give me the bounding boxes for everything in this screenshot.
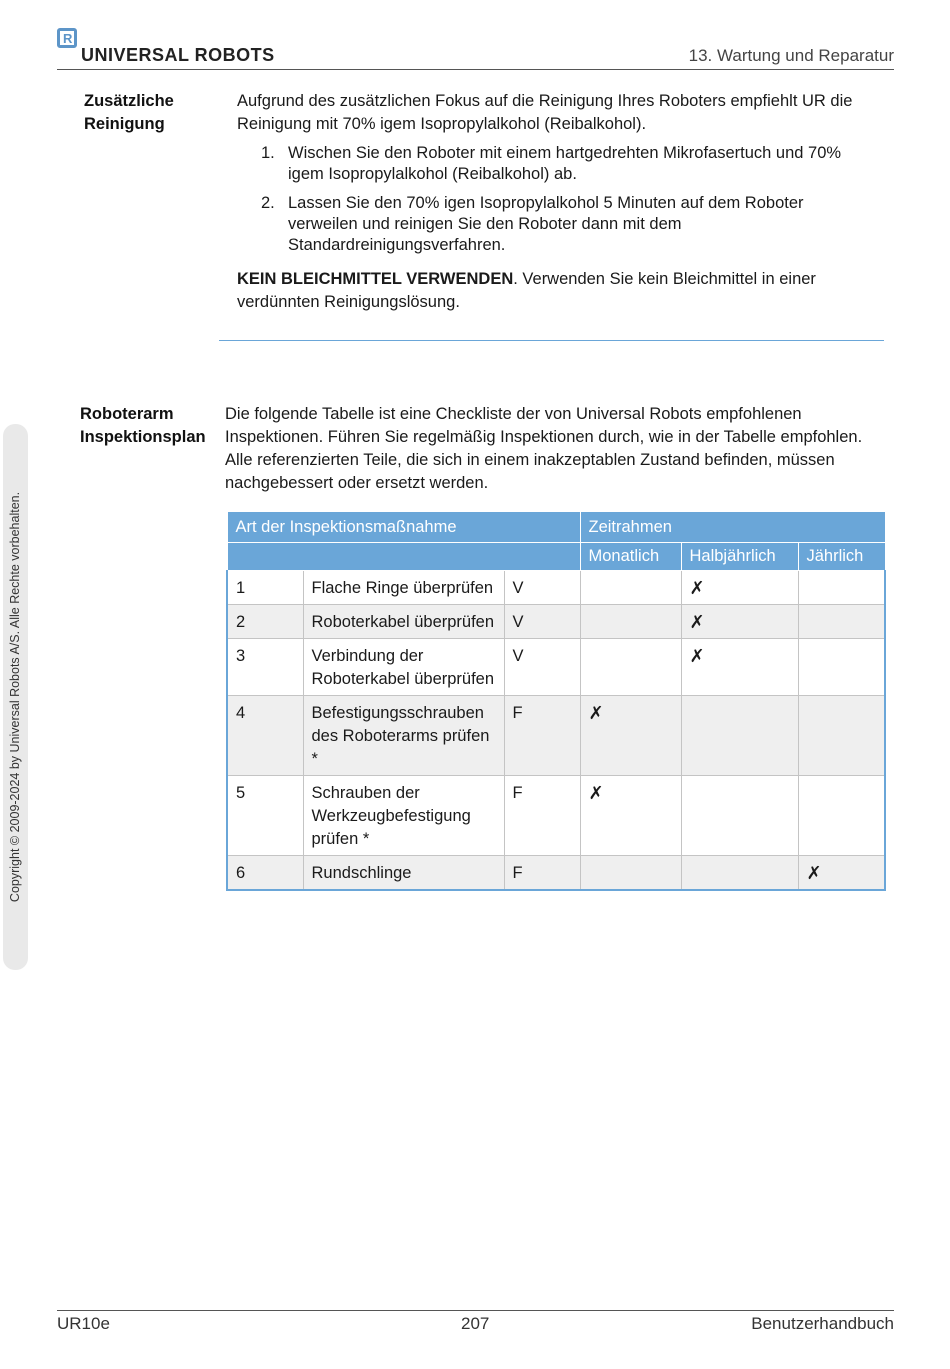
row-monthly: ✗	[580, 696, 681, 776]
row-half-yearly	[681, 776, 798, 856]
copyright-text: Copyright © 2009-2024 by Universal Robots A/S. Alle Rechte vorbehalten.	[8, 491, 22, 903]
header-half-yearly: Halbjährlich	[681, 543, 798, 571]
logo	[57, 28, 275, 68]
inspection-table	[226, 511, 886, 891]
row-half-yearly	[681, 856, 798, 891]
row-yearly	[798, 571, 885, 605]
section-label-line: Reinigung	[84, 115, 165, 133]
row-action: Schrauben der Werkzeugbefestigung prüfen *	[303, 776, 504, 856]
row-action: Roboterkabel überprüfen	[303, 605, 504, 639]
step-text: Wischen Sie den Roboter mit einem hartgedrehten Mikrofasertuch und 70% igem Isopropylalkohol (Reibalkohol) ab.	[288, 144, 842, 183]
header-timeframe: Zeitrahmen	[580, 512, 885, 543]
table-row	[227, 571, 885, 605]
row-number: 4	[227, 696, 303, 776]
logo-mark-icon: R	[57, 28, 77, 48]
logo-text: UNIVERSAL ROBOTS	[81, 45, 275, 65]
row-monthly	[580, 605, 681, 639]
row-type: V	[504, 605, 580, 639]
cleaning-steps-list	[237, 143, 877, 264]
row-action: Befestigungsschrauben des Roboterarms prüfen *	[303, 696, 504, 776]
list-item	[237, 143, 877, 185]
step-number: 2.	[261, 194, 275, 212]
row-number: 5	[227, 776, 303, 856]
table-row	[227, 696, 885, 776]
row-monthly	[580, 571, 681, 605]
row-yearly	[798, 776, 885, 856]
footer-product: UR10e	[57, 1314, 110, 1333]
section-label-inspection	[80, 403, 220, 449]
section-label-line: Zusätzliche	[84, 92, 174, 110]
list-item	[237, 193, 877, 256]
footer-manual-title: Benutzerhandbuch	[751, 1314, 894, 1333]
row-number: 1	[227, 571, 303, 605]
row-yearly	[798, 605, 885, 639]
warning-emphasis: KEIN BLEICHMITTEL VERWENDEN	[237, 270, 514, 288]
warning-text: . Verwenden Sie kein Bleichmittel in einer verdünnten Reinigungslösung.	[237, 270, 816, 311]
header-divider	[57, 69, 894, 70]
row-yearly	[798, 639, 885, 696]
table-row	[227, 776, 885, 856]
table-row	[227, 605, 885, 639]
row-type: V	[504, 571, 580, 605]
chapter-title: 13. Wartung und Reparatur	[688, 46, 894, 65]
section-label-line: Roboterarm	[80, 405, 174, 423]
row-half-yearly: ✗	[681, 571, 798, 605]
row-yearly	[798, 696, 885, 776]
row-half-yearly	[681, 696, 798, 776]
row-half-yearly: ✗	[681, 639, 798, 696]
row-type: V	[504, 639, 580, 696]
row-yearly: ✗	[798, 856, 885, 891]
table-row	[227, 639, 885, 696]
bleach-warning	[237, 268, 877, 314]
footer-divider	[57, 1310, 894, 1311]
header-blank	[227, 543, 580, 571]
row-monthly: ✗	[580, 776, 681, 856]
section-label-line: Inspektionsplan	[80, 428, 206, 446]
row-type: F	[504, 776, 580, 856]
row-action: Flache Ringe überprüfen	[303, 571, 504, 605]
header-yearly: Jährlich	[798, 543, 885, 571]
row-type: F	[504, 696, 580, 776]
row-number: 6	[227, 856, 303, 891]
step-number: 1.	[261, 144, 275, 162]
section-label-cleaning	[84, 90, 214, 136]
row-number: 2	[227, 605, 303, 639]
step-text: Lassen Sie den 70% igen Isopropylalkohol 5 Minuten auf dem Roboter verweilen und reinigen Sie den Roboter dann mit dem Standardreinigungsverfahren.	[288, 194, 804, 254]
header-monthly: Monatlich	[580, 543, 681, 571]
row-monthly	[580, 639, 681, 696]
row-type: F	[504, 856, 580, 891]
inspection-intro: Die folgende Tabelle ist eine Checkliste der von Universal Robots empfohlenen Inspektionen. Führen Sie regelmäßig Inspektionen durch, wie in der Tabelle empfohlen. Alle referenzierten Teile, die sich in einem inakzeptablen Zustand befinden, müssen nachgebessert oder ersetzt werden.	[225, 405, 863, 492]
row-number: 3	[227, 639, 303, 696]
row-half-yearly: ✗	[681, 605, 798, 639]
header-action: Art der Inspektionsmaßnahme	[227, 512, 580, 543]
table-row	[227, 856, 885, 891]
row-monthly	[580, 856, 681, 891]
section-divider	[219, 340, 884, 341]
cleaning-intro: Aufgrund des zusätzlichen Fokus auf die Reinigung Ihres Roboters empfiehlt UR die Reinigung mit 70% igem Isopropylalkohol (Reibalkohol).	[237, 92, 853, 133]
page-number: 207	[461, 1314, 490, 1333]
row-action: Verbindung der Roboterkabel überprüfen	[303, 639, 504, 696]
row-action: Rundschlinge	[303, 856, 504, 891]
